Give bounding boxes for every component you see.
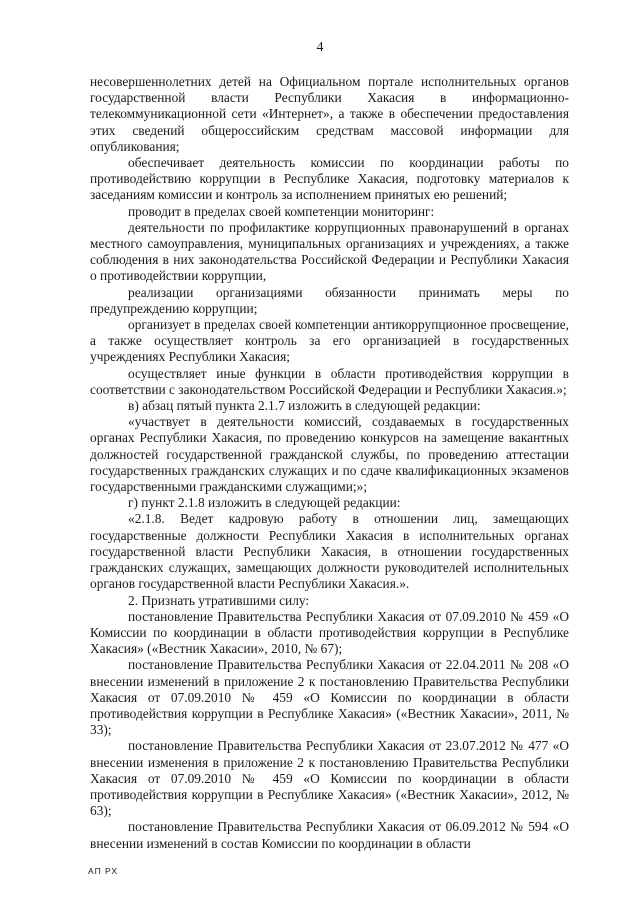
paragraph: «участвует в деятельности комиссий, создаваемых в государственных органах Республики Хакасия, по проведению конкурсов на замещение вакантных должностей государственной гражданской службы, по проведению аттестации государственных гражданских служащих и по сдаче квалификационных экзаменов государственными гражданскими служащими;»; xyxy=(90,414,569,495)
paragraph: «2.1.8. Ведет кадровую работу в отношении лиц, замещающих государственные должности Республики Хакасия в исполнительных органах государственной власти Республики Хакасия, в отношении государственных гражданских служащих, замещающих должности руководителей исполнительных органов государственной власти Республики Хакасия.». xyxy=(90,511,569,592)
paragraph: несовершеннолетних детей на Официальном портале исполнительных органов государственной власти Республики Хакасия в информационно-телекоммуникационной сети «Интернет», а также в обеспечении предоставления этих сведений общероссийским средствам массовой информации для опубликования; xyxy=(90,74,569,154)
paragraph: обеспечивает деятельность комиссии по координации работы по противодействию коррупции в Республике Хакасия, подготовку материалов к заседаниям комиссии и контроль за исполнением принятых ею решений; xyxy=(90,155,569,203)
paragraph: проводит в пределах своей компетенции мониторинг: xyxy=(128,203,435,219)
paragraph: 2. Признать утратившими силу: xyxy=(128,592,310,608)
paragraph: реализации организациями обязанности принимать меры по предупреждению коррупции; xyxy=(90,284,569,316)
paragraph: деятельности по профилактике коррупционных правонарушений в органах местного самоуправления, муниципальных организациях и учреждениях, а также соблюдения в них законодательства Российской Федерации и Республики Хакасия о противодействии коррупции, xyxy=(90,219,569,284)
document-body xyxy=(90,74,569,852)
paragraph: постановление Правительства Республики Хакасия от 23.07.2012 № 477 «О внесении изменения в приложение 2 к постановлению Правительства Республики Хакасия от 07.09.2010 № 459 «О Комиссии по координации в области противодействия коррупции в Республике Хакасия» («Вестник Хакасии», 2012, № 63); xyxy=(90,738,569,819)
page-number: 4 xyxy=(316,40,324,55)
paragraph: осуществляет иные функции в области противодействия коррупции в соответствии с законодательством Российской Федерации и Республики Хакасия.»; xyxy=(90,365,569,397)
paragraph: г) пункт 2.1.8 изложить в следующей редакции: xyxy=(128,495,401,511)
paragraph: постановление Правительства Республики Хакасия от 22.04.2011 № 208 «О внесении изменений в приложение 2 к постановлению Правительства Республики Хакасия от 07.09.2010 № 459 «О Комиссии по координации в области противодействия коррупции в Республике Хакасия» («Вестник Хакасии», 2011, № 33); xyxy=(90,657,569,738)
footer-mark: АП РХ xyxy=(88,866,119,876)
paragraph: организует в пределах своей компетенции антикоррупционное просвещение, а также осуществляет контроль за его организацией в государственных учреждениях Республики Хакасия; xyxy=(90,317,569,365)
paragraph: в) абзац пятый пункта 2.1.7 изложить в следующей редакции: xyxy=(128,398,481,414)
paragraph: постановление Правительства Республики Хакасия от 06.09.2012 № 594 «О внесении изменений в состав Комиссии по координации в области xyxy=(90,819,569,851)
paragraph: постановление Правительства Республики Хакасия от 07.09.2010 № 459 «О Комиссии по координации в области противодействия коррупции в Республике Хакасия» («Вестник Хакасии», 2010, № 67); xyxy=(90,608,569,657)
